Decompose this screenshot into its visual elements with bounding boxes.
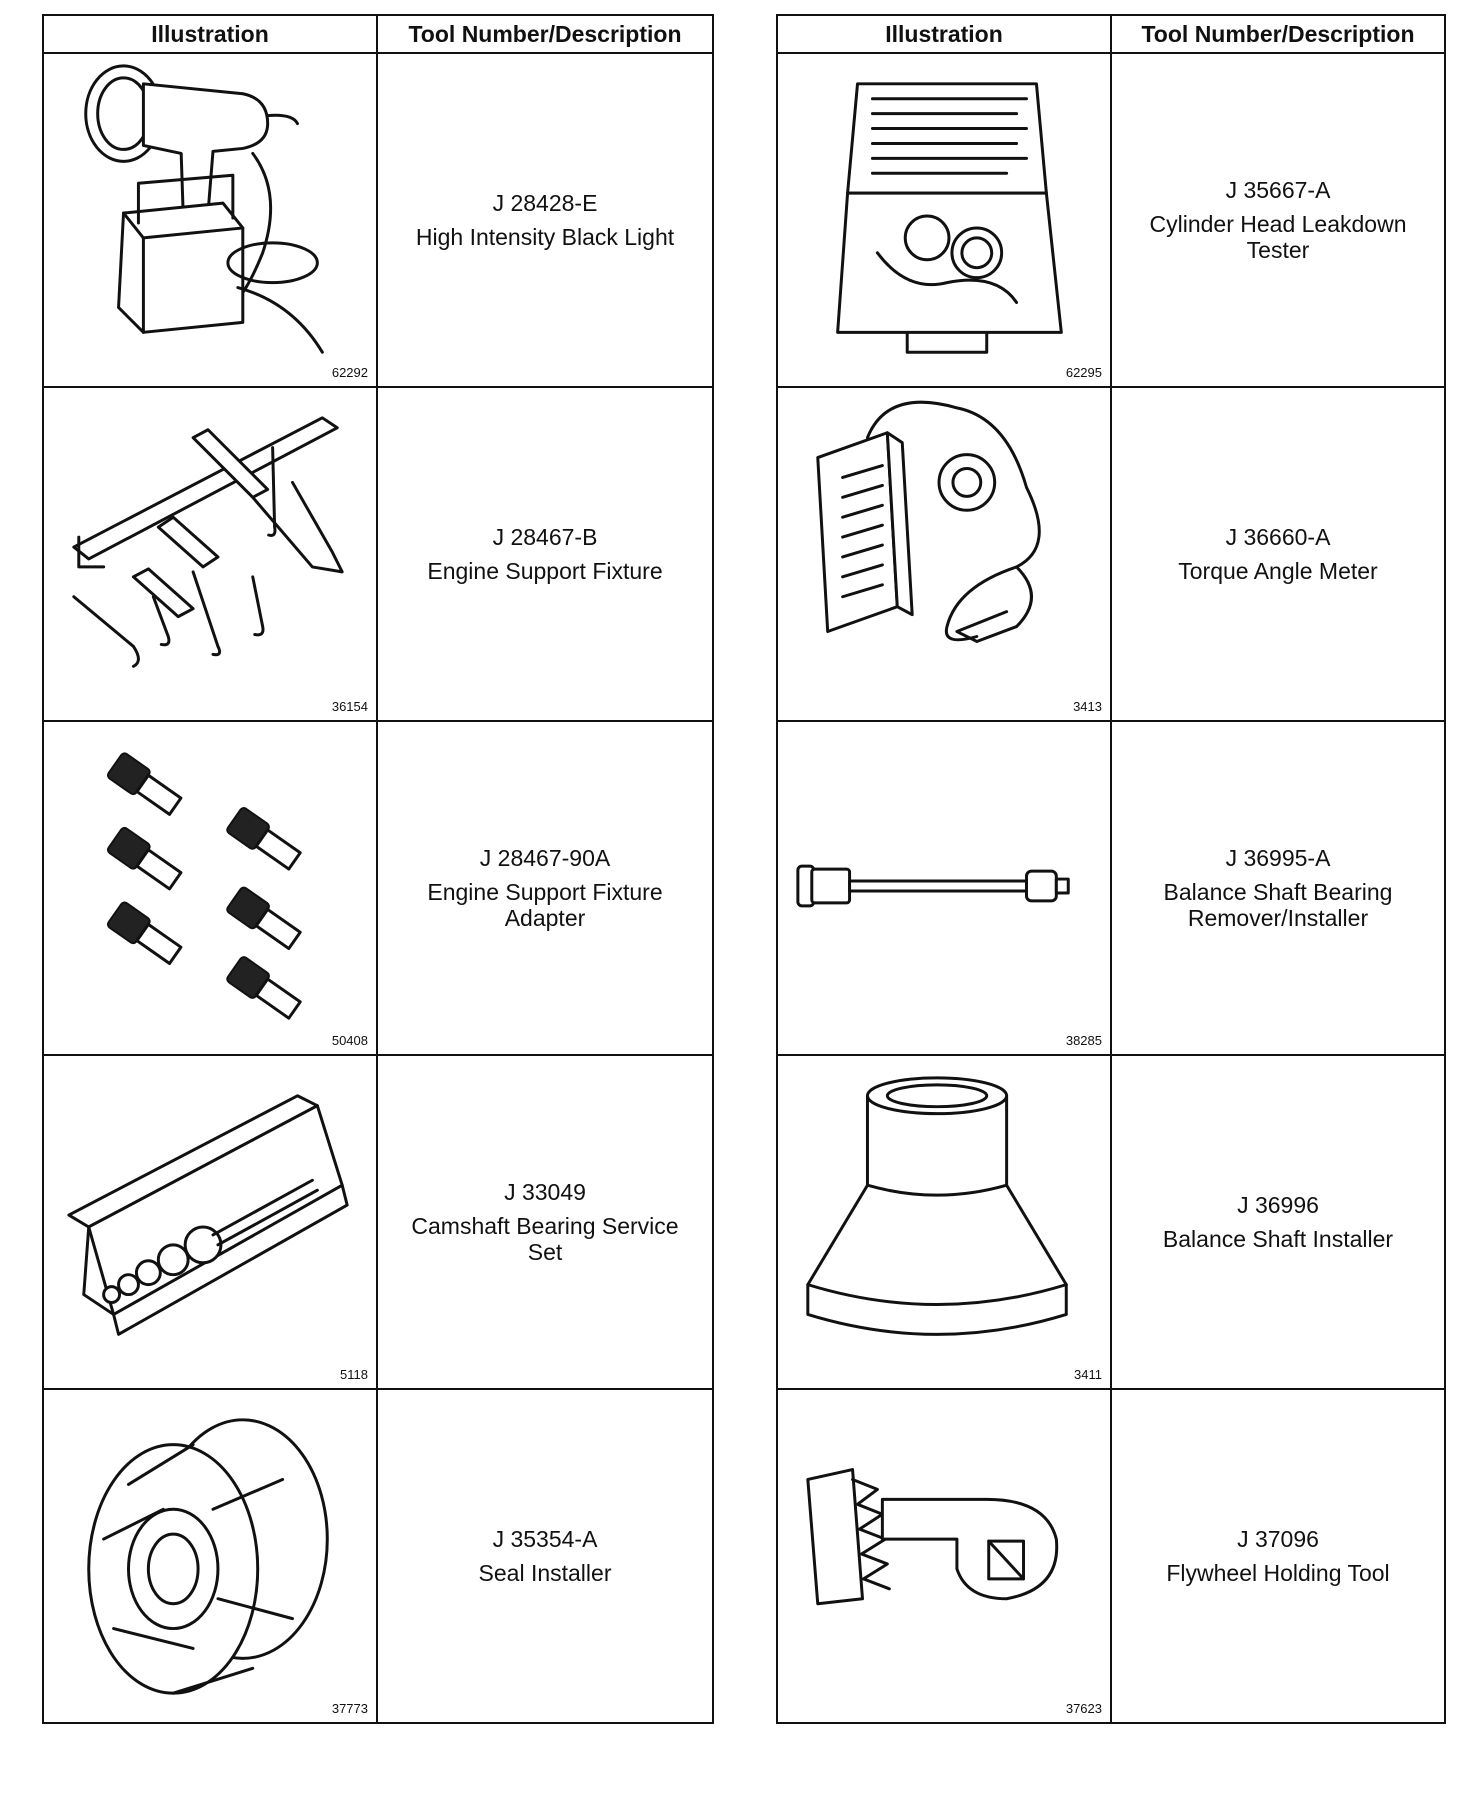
tool-description-cell xyxy=(1111,387,1445,721)
figure-number: 62295 xyxy=(1065,365,1102,380)
illustration-cell xyxy=(43,53,377,387)
illustration-header: Illustration xyxy=(777,15,1111,53)
figure-number: 37773 xyxy=(331,1701,368,1716)
tool-description: High Intensity Black Light xyxy=(415,224,675,250)
figure-number: 37623 xyxy=(1065,1701,1102,1716)
balance-shaft-installer-icon xyxy=(778,1056,1110,1388)
tool-description-cell xyxy=(377,53,713,387)
tool-description-header: Tool Number/Description xyxy=(1111,15,1445,53)
seal-installer-icon xyxy=(44,1390,376,1722)
figure-number: 38285 xyxy=(1065,1033,1102,1048)
tool-description: Torque Angle Meter xyxy=(1178,558,1378,584)
tool-description: Camshaft Bearing Service Set xyxy=(411,1213,679,1265)
illustration-cell xyxy=(43,387,377,721)
table-row xyxy=(43,1389,713,1723)
tool-number: J 36995-A xyxy=(1225,845,1331,871)
camshaft-bearing-set-icon xyxy=(44,1056,376,1388)
figure-number: 5118 xyxy=(340,1367,368,1382)
tool-table-right xyxy=(776,14,1446,1724)
figure-number: 62292 xyxy=(331,365,368,380)
table-row xyxy=(43,721,713,1055)
illustration-cell xyxy=(777,53,1111,387)
illustration-cell xyxy=(777,1389,1111,1723)
fixture-adapter-icon xyxy=(44,722,376,1054)
balance-shaft-remover-icon xyxy=(778,722,1110,1054)
tool-number: J 36996 xyxy=(1237,1192,1319,1218)
table-row xyxy=(777,1055,1445,1389)
tool-description: Balance Shaft Bearing Remover/Installer xyxy=(1163,879,1393,931)
flywheel-holding-tool-icon xyxy=(778,1390,1110,1722)
figure-number: 50408 xyxy=(331,1033,368,1048)
illustration-cell xyxy=(43,1389,377,1723)
tool-description-cell xyxy=(377,387,713,721)
tool-number: J 28428-E xyxy=(492,190,598,216)
table-row xyxy=(43,387,713,721)
figure-number: 3413 xyxy=(1073,699,1102,714)
tool-description: Balance Shaft Installer xyxy=(1162,1226,1394,1252)
illustration-cell xyxy=(43,721,377,1055)
tool-description-cell xyxy=(1111,721,1445,1055)
tool-description-header: Tool Number/Description xyxy=(377,15,713,53)
tool-number: J 28467-B xyxy=(492,524,598,550)
tool-description: Flywheel Holding Tool xyxy=(1166,1560,1390,1586)
table-row xyxy=(777,53,1445,387)
tool-description-cell xyxy=(1111,1055,1445,1389)
tool-description: Cylinder Head Leakdown Tester xyxy=(1149,211,1407,263)
tool-description-cell xyxy=(377,721,713,1055)
illustration-cell xyxy=(777,721,1111,1055)
tool-description: Seal Installer xyxy=(478,1560,612,1586)
tool-number: J 37096 xyxy=(1237,1526,1319,1552)
engine-support-fixture-icon xyxy=(44,388,376,720)
tool-number: J 35354-A xyxy=(492,1526,598,1552)
illustration-cell xyxy=(43,1055,377,1389)
tool-description-cell xyxy=(377,1055,713,1389)
table-row xyxy=(777,721,1445,1055)
table-row xyxy=(777,1389,1445,1723)
tool-number: J 35667-A xyxy=(1225,177,1331,203)
illustration-cell xyxy=(777,1055,1111,1389)
tool-table-left xyxy=(42,14,714,1724)
tool-number: J 36660-A xyxy=(1225,524,1331,550)
table-row xyxy=(43,1055,713,1389)
black-light-icon xyxy=(44,54,376,386)
illustration-cell xyxy=(777,387,1111,721)
table-row xyxy=(777,387,1445,721)
figure-number: 3411 xyxy=(1074,1367,1102,1382)
tool-description-cell xyxy=(377,1389,713,1723)
tool-number: J 28467-90A xyxy=(479,845,611,871)
torque-angle-meter-icon xyxy=(778,388,1110,720)
table-row xyxy=(43,53,713,387)
tool-description-cell xyxy=(1111,53,1445,387)
leakdown-tester-icon xyxy=(778,54,1110,386)
tool-number: J 33049 xyxy=(504,1179,586,1205)
tool-description: Engine Support Fixture xyxy=(427,558,663,584)
illustration-header: Illustration xyxy=(43,15,377,53)
tool-description: Engine Support Fixture Adapter xyxy=(427,879,663,931)
tool-description-cell xyxy=(1111,1389,1445,1723)
figure-number: 36154 xyxy=(331,699,368,714)
